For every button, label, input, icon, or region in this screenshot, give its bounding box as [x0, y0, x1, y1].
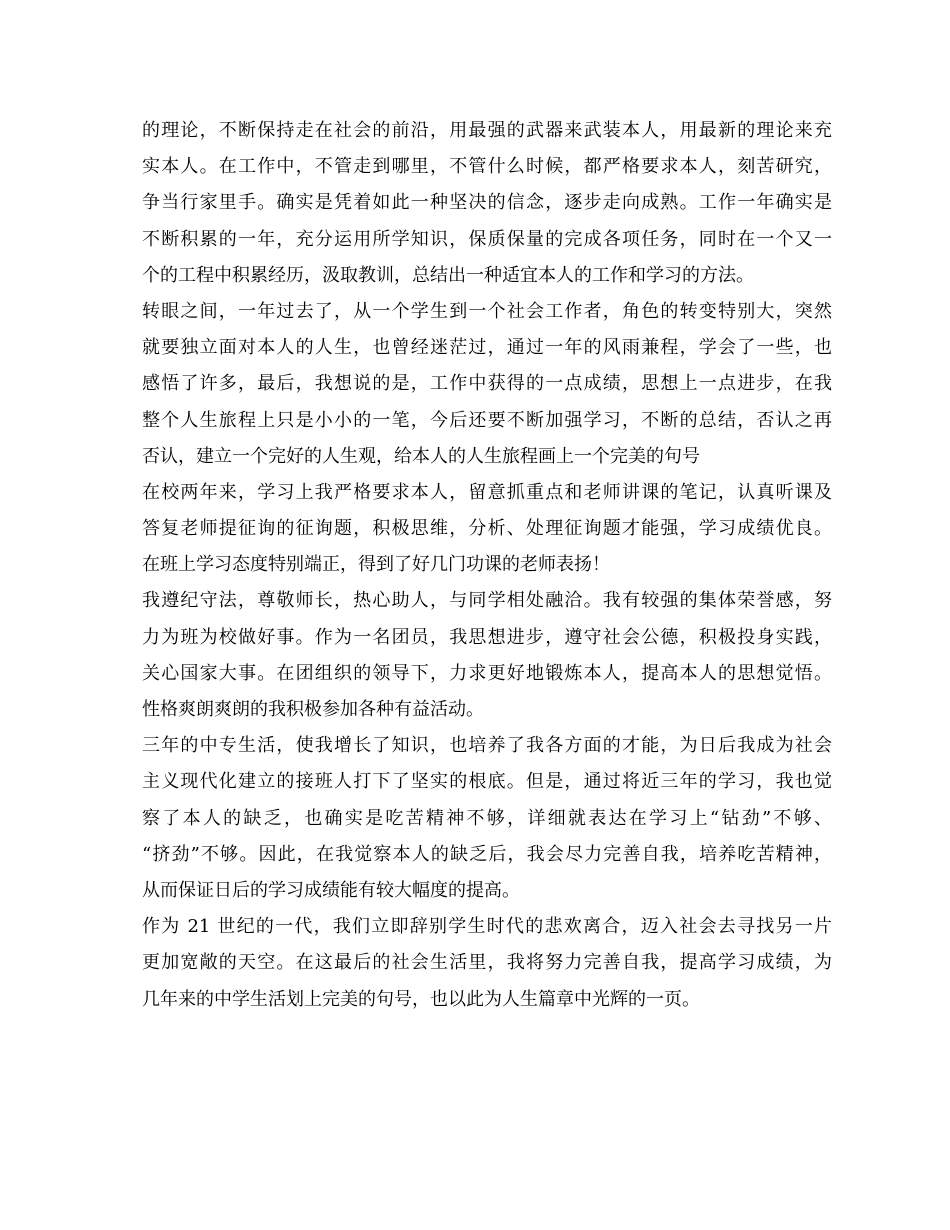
text-line: 几年来的中学生活划上完美的句号，也以此为人生篇章中光辉的一页。: [142, 988, 700, 1010]
text-line: 我遵纪守法，尊敬师长，热心助人，与同学相处融洽。我有较强的集体荣誉感，努: [142, 590, 832, 612]
text-line: 性格爽朗爽朗的我积极参加各种有益活动。: [142, 699, 484, 720]
text-line: 察了本人的缺乏，也确实是吃苦精神不够，详细就表达在学习上“钻劲”不够、: [142, 807, 832, 829]
text-line: 更加宽敞的天空。在这最后的社会生活里，我将努力完善自我，提高学习成绩，为: [142, 952, 832, 974]
text-line: 力为班为校做好事。作为一名团员，我思想进步，遵守社会公德，积极投身实践，: [142, 626, 832, 648]
text-line: 主义现代化建立的接班人打下了坚实的根底。但是，通过将近三年的学习，我也觉: [142, 771, 832, 793]
text-line: 在班上学习态度特别端正，得到了好几门功课的老师表扬！: [142, 554, 610, 576]
text-line: 就要独立面对本人的人生，也曾经迷茫过，通过一年的风雨兼程，学会了一些，也: [142, 337, 832, 359]
text-line: 实本人。在工作中，不管走到哪里，不管什么时候，都严格要求本人，刻苦研究，: [142, 156, 832, 178]
text-line: 在校两年来，学习上我严格要求本人，留意抓重点和老师讲课的笔记，认真听课及: [142, 481, 832, 503]
text-line: 答复老师提征询的征询题，积极思维，分析、处理征询题才能强，学习成绩优良。: [142, 518, 832, 540]
text-line: 感悟了许多，最后，我想说的是，工作中获得的一点成绩，思想上一点进步，在我: [142, 373, 832, 395]
text-line: 的理论，不断保持走在社会的前沿，用最强的武器来武装本人，用最新的理论来充: [142, 120, 832, 141]
text-line: 整个人生旅程上只是小小的一笔，今后还要不断加强学习，不断的总结，否认之再: [142, 409, 832, 431]
text-line: 从而保证日后的学习成绩能有较大幅度的提高。: [142, 879, 520, 901]
text-line: 关心国家大事。在团组织的领导下，力求更好地锻炼本人，提高本人的思想觉悟。: [142, 662, 832, 684]
text-line: 不断积累的一年，充分运用所学知识，保质保量的完成各项任务，同时在一个又一: [142, 228, 832, 250]
text-line: 否认，建立一个完好的人生观，给本人的人生旅程画上一个完美的句号: [142, 445, 700, 467]
text-line: 个的工程中积累经历，汲取教训，总结出一种适宜本人的工作和学习的方法。: [142, 264, 754, 286]
text-line: “挤劲”不够。因此，在我觉察本人的缺乏后，我会尽力完善自我，培养吃苦精神，: [142, 843, 832, 865]
text-line: 三年的中专生活，使我增长了知识，也培养了我各方面的才能，为日后我成为社会: [142, 735, 832, 757]
text-line: 作为 21 世纪的一代，我们立即辞别学生时代的悲欢离合，迈入社会去寻找另一片: [142, 916, 832, 938]
text-line: 争当行家里手。确实是凭着如此一种坚决的信念，逐步走向成熟。工作一年确实是: [142, 192, 832, 214]
text-line: 转眼之间，一年过去了，从一个学生到一个社会工作者，角色的转变特别大，突然: [142, 300, 832, 322]
document-body: [142, 113, 832, 1018]
